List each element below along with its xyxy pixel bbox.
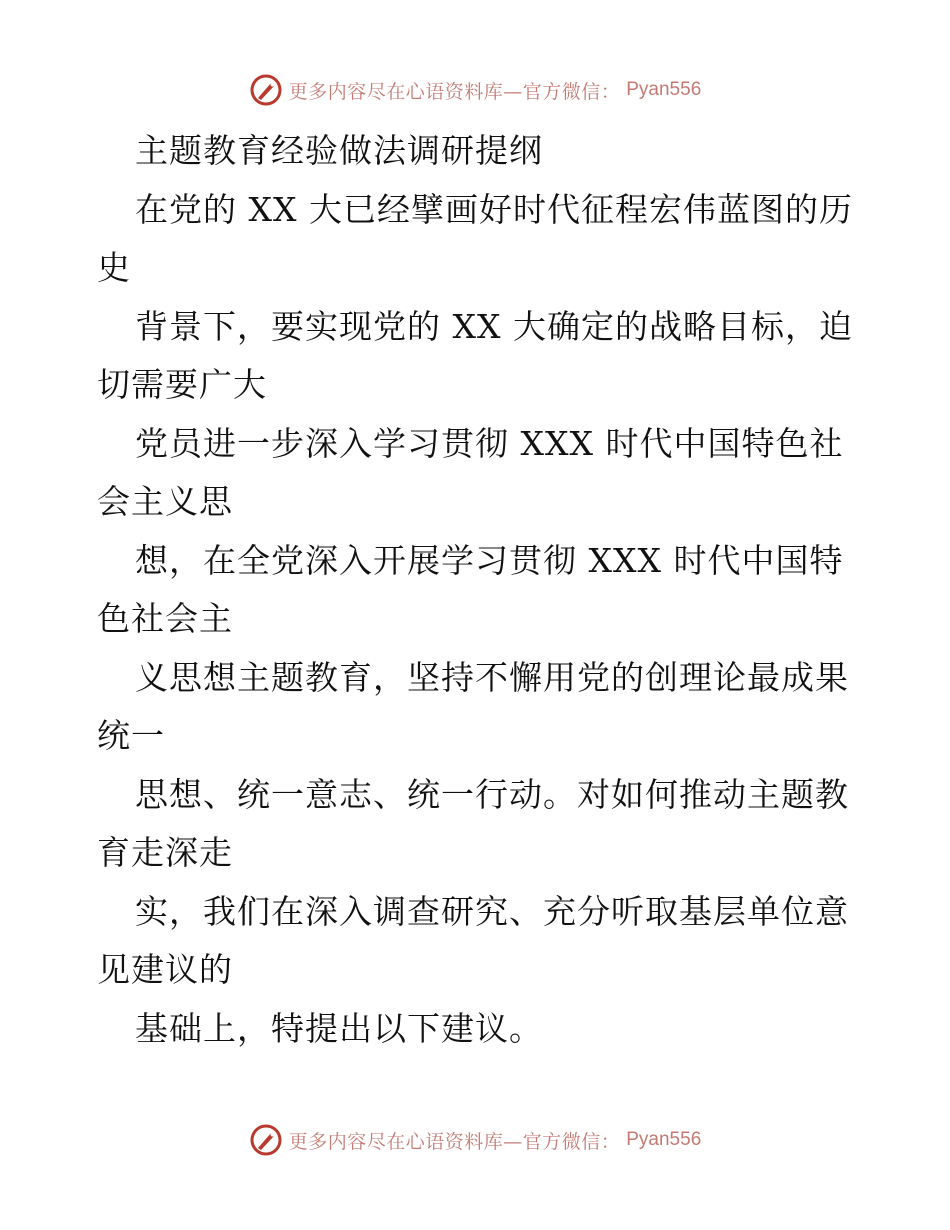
doc-line: 史 [97, 248, 131, 287]
footer-watermark [0, 1120, 950, 1160]
doc-line: 统一 [97, 716, 165, 755]
pen-logo-icon [249, 73, 283, 107]
header-watermark [0, 70, 950, 110]
doc-line: 在党的 XX 大已经擘画好时代征程宏伟蓝图的历 [135, 189, 853, 229]
pen-logo-icon [249, 1123, 283, 1157]
watermark-text: 更多内容尽在心语资料库—官方微信： [288, 1130, 621, 1153]
doc-line: 基础上，特提出以下建议。 [135, 1008, 543, 1048]
watermark-text: 更多内容尽在心语资料库—官方微信： [288, 80, 621, 103]
doc-line: 想，在全党深入开展学习贯彻 XXX 时代中国特 [135, 540, 844, 580]
doc-line: 实，我们在深入调查研究、充分听取基层单位意 [135, 891, 849, 931]
doc-line: 义思想主题教育，坚持不懈用党的创理论最成果 [135, 657, 849, 697]
doc-line: 会主义思 [97, 482, 233, 521]
doc-line: 主题教育经验做法调研提纲 [135, 131, 543, 170]
doc-line: 见建议的 [97, 950, 233, 989]
doc-line: 育走深走 [97, 833, 233, 872]
watermark-wechat-id: Pyan556 [626, 1129, 702, 1150]
doc-line: 党员进一步深入学习贯彻 XXX 时代中国特色社 [135, 423, 844, 463]
doc-line: 思想、统一意志、统一行动。对如何推动主题教 [135, 774, 849, 814]
doc-line: 切需要广大 [97, 365, 267, 404]
watermark-wechat-id: Pyan556 [626, 79, 702, 100]
doc-line: 色社会主 [97, 599, 233, 638]
doc-line: 背景下，要实现党的 XX 大确定的战略目标，迫 [135, 306, 853, 346]
document-body [97, 122, 857, 1058]
